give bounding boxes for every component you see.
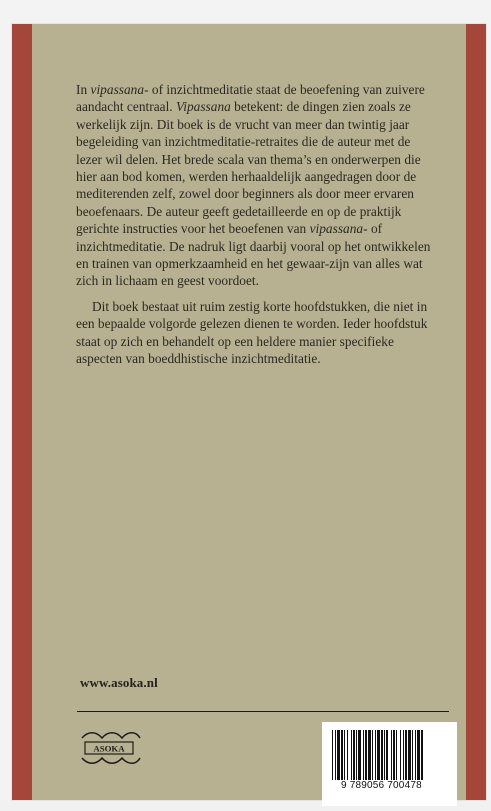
- barcode-bar: [347, 730, 348, 780]
- p1-seg-7: of inzichtmeditatie. De nadruk ligt daarbij vooral op het ontwikkelen en trainen van opmerkzaamheid en het gewaar-zijn van alles wat zich in lichaam en geest voordoet.: [76, 221, 431, 289]
- paragraph-1: [76, 81, 433, 290]
- p1-seg-1: In: [76, 82, 91, 97]
- barcode-bar: [391, 730, 392, 780]
- p1-seg-6: vipassana-: [309, 221, 368, 237]
- logo-text: ASOKA: [93, 743, 125, 754]
- barcode-bar: [393, 730, 395, 780]
- p1-seg-2: vipassana-: [90, 82, 149, 97]
- right-red-band: [466, 24, 486, 800]
- left-red-band: [12, 24, 32, 800]
- barcode-bar: [365, 730, 367, 780]
- publisher-website: www.asoka.nl: [80, 675, 158, 690]
- cover-panel: [12, 24, 486, 800]
- barcode-bar: [408, 730, 411, 780]
- barcode-bar: [341, 730, 343, 780]
- barcode-bar: [386, 730, 388, 780]
- barcode-bar: [344, 730, 345, 780]
- footer-divider: [77, 711, 449, 712]
- barcode-bar: [396, 730, 397, 780]
- blurb-text: [76, 81, 433, 368]
- paragraph-2: [76, 298, 433, 368]
- barcode-bar: [384, 730, 385, 780]
- barcode-bar: [415, 730, 416, 780]
- p1-seg-4: Vipassana: [176, 99, 231, 115]
- barcode-bar: [332, 730, 333, 780]
- barcode-bar: [353, 730, 355, 780]
- barcode-bar: [368, 730, 371, 780]
- barcode-bar: [400, 730, 401, 780]
- barcode-bar: [372, 730, 373, 780]
- barcode-bar: [421, 730, 423, 780]
- barcode-bar: [335, 730, 336, 780]
- barcode-bar: [337, 730, 340, 780]
- isbn-number: 9 789056 700478: [341, 780, 422, 791]
- barcode-bar: [377, 730, 380, 780]
- barcode-bar: [375, 730, 376, 780]
- p1-seg-3: of inzichtmeditatie staat de beoefening van zuivere aandacht centraal.: [76, 82, 425, 115]
- barcode-bar: [351, 730, 352, 780]
- barcode-bar: [381, 730, 383, 780]
- p1-seg-5: betekent: de dingen zien zoals ze werkelijk zijn. Dit boek is de vrucht van meer dan twintig jaar begeleiding van inzichtmeditatie-retraites die de auteur met de lezer wil delen. Het brede scala van thema’s en onderwerpen die hier aan bod komen, werden herhaaldelijk aangedragen door de mediterenden zelf, zowel door beginners als door meer ervaren beoefenaars. De auteur geeft gedetailleerde en op de praktijk gerichte instructies voor het beoefenen van: [76, 99, 421, 237]
- barcode-bar: [405, 730, 407, 780]
- barcode-box: [322, 722, 457, 806]
- barcode-bar: [358, 730, 361, 780]
- barcode-bar: [403, 730, 404, 780]
- barcode-graphic: [322, 722, 457, 806]
- barcode-bar: [363, 730, 364, 780]
- barcode-bar: [417, 730, 420, 780]
- barcode-bar: [412, 730, 413, 780]
- barcode-bar: [356, 730, 357, 780]
- publisher-logo: [76, 728, 142, 768]
- p2-seg-1: Dit boek bestaat uit ruim zestig korte hoofdstukken, die niet in een bepaalde volgorde gelezen dienen te worden. Ieder hoofdstuk staat op zich en behandelt op een heldere manier specifieke aspecten van boeddhistische inzichtmeditatie.: [76, 298, 428, 367]
